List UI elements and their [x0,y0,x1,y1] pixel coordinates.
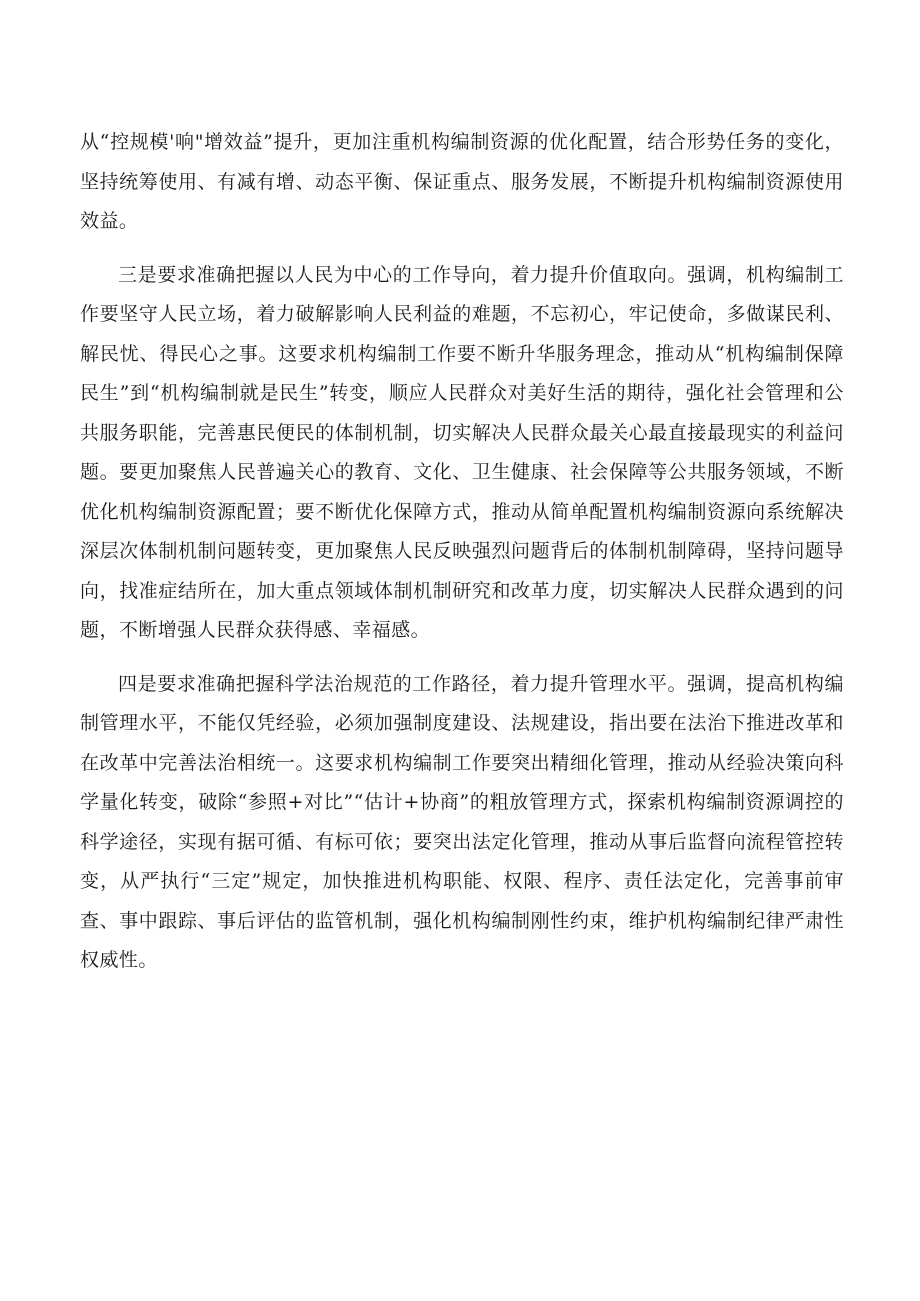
document-body [80,123,844,995]
paragraph-point-three: 三是要求准确把握以人民为中心的工作导向，着力提升价值取向。强调，机构编制工作要坚守人民立场，着力破解影响人民利益的难题，不忘初心，牢记使命，多做谋民利、解民忧、得民心之事。这要求机构编制工作要不断升华服务理念，推动从“机构编制保障民生”到“机构编制就是民生”转变，顺应人民群众对美好生活的期待，强化社会管理和公共服务职能，完善惠民便民的体制机制，切实解决人民群众最关心最直接最现实的利益问题。要更加聚焦人民普遍关心的教育、文化、卫生健康、社会保障等公共服务领域，不断优化机构编制资源配置；要不断优化保障方式，推动从简单配置机构编制资源向系统解决深层次体制机制问题转变，更加聚焦人民反映强烈问题背后的体制机制障碍，坚持问题导向，找准症结所在，加大重点领域体制机制研究和改革力度，切实解决人民群众遇到的问题，不断增强人民群众获得感、幸福感。 [80,263,844,641]
paragraph-continuation: 从“控规模'响"增效益”提升，更加注重机构编制资源的优化配置，结合形势任务的变化，坚持统筹使用、有减有增、动态平衡、保证重点、服务发展，不断提升机构编制资源使用效益。 [80,131,844,232]
paragraph-point-four: 四是要求准确把握科学法治规范的工作路径，着力提升管理水平。强调，提高机构编制管理水平，不能仅凭经验，必须加强制度建设、法规建设，指出要在法治下推进改革和在改革中完善法治相统一。这要求机构编制工作要突出精细化管理，推动从经验决策向科学量化转变，破除“参照+对比”“估计+协商”的粗放管理方式，探索机构编制资源调控的科学途径，实现有据可循、有标可依；要突出法定化管理，推动从事后监督向流程管控转变，从严执行“三定”规定，加快推进机构职能、权限、程序、责任法定化，完善事前审查、事中跟踪、事后评估的监管机制，强化机构编制刚性约束，维护机构编制纪律严肃性权威性。 [80,672,844,971]
